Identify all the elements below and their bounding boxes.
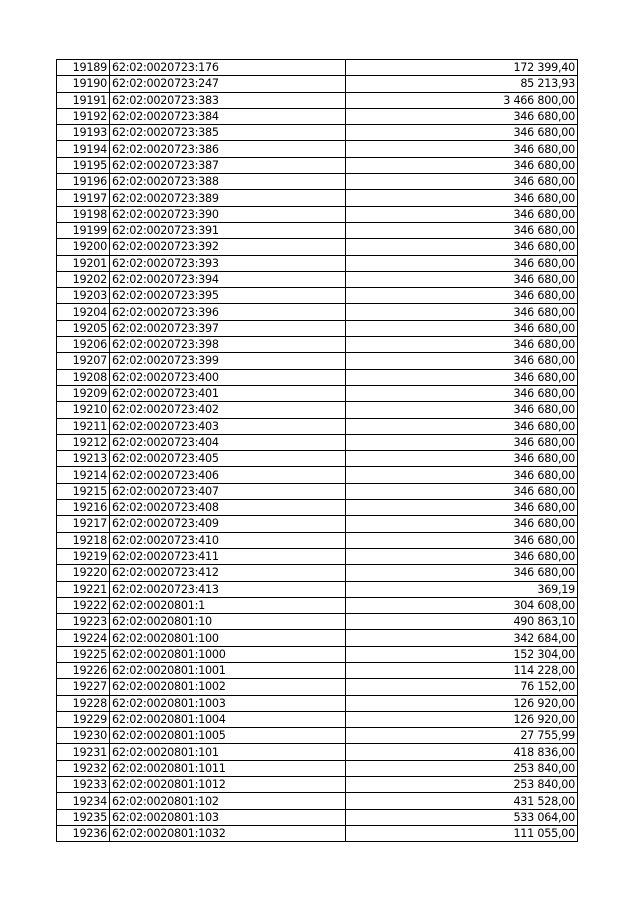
table-row <box>57 646 578 662</box>
cadastral-value-cell: 346 680,00 <box>346 385 578 401</box>
row-number-cell: 19194 <box>57 141 110 157</box>
cadastral-number-cell: 62:02:0020723:388 <box>110 174 346 190</box>
table-row <box>57 581 578 597</box>
cadastral-number-cell: 62:02:0020723:389 <box>110 190 346 206</box>
cadastral-value-cell: 346 680,00 <box>346 239 578 255</box>
cadastral-number-cell: 62:02:0020801:1000 <box>110 646 346 662</box>
cadastral-number-cell: 62:02:0020801:102 <box>110 793 346 809</box>
table-row <box>57 320 578 336</box>
table-row <box>57 60 578 76</box>
cadastral-number-cell: 62:02:0020723:411 <box>110 548 346 564</box>
row-number-cell: 19233 <box>57 777 110 793</box>
cadastral-number-cell: 62:02:0020723:398 <box>110 337 346 353</box>
cadastral-value-cell: 346 680,00 <box>346 206 578 222</box>
cadastral-number-cell: 62:02:0020801:10 <box>110 614 346 630</box>
cadastral-number-cell: 62:02:0020723:395 <box>110 288 346 304</box>
cadastral-number-cell: 62:02:0020723:392 <box>110 239 346 255</box>
cadastral-value-cell: 346 680,00 <box>346 320 578 336</box>
table-row <box>57 174 578 190</box>
cadastral-number-cell: 62:02:0020723:400 <box>110 369 346 385</box>
table-row <box>57 809 578 825</box>
cadastral-value-cell: 126 920,00 <box>346 711 578 727</box>
table-row <box>57 467 578 483</box>
cadastral-value-cell: 431 528,00 <box>346 793 578 809</box>
cadastral-value-cell: 346 680,00 <box>346 500 578 516</box>
table-row <box>57 744 578 760</box>
cadastral-value-cell: 253 840,00 <box>346 760 578 776</box>
cadastral-value-cell: 346 680,00 <box>346 190 578 206</box>
cadastral-value-cell: 111 055,00 <box>346 825 578 841</box>
cadastral-number-cell: 62:02:0020801:1004 <box>110 711 346 727</box>
cadastral-number-cell: 62:02:0020801:100 <box>110 630 346 646</box>
cadastral-value-cell: 342 684,00 <box>346 630 578 646</box>
cadastral-value-cell: 346 680,00 <box>346 565 578 581</box>
cadastral-value-cell: 346 680,00 <box>346 125 578 141</box>
row-number-cell: 19225 <box>57 646 110 662</box>
row-number-cell: 19226 <box>57 662 110 678</box>
cadastral-number-cell: 62:02:0020723:397 <box>110 320 346 336</box>
cadastral-value-cell: 114 228,00 <box>346 662 578 678</box>
row-number-cell: 19234 <box>57 793 110 809</box>
table-row <box>57 76 578 92</box>
table-row <box>57 222 578 238</box>
row-number-cell: 19197 <box>57 190 110 206</box>
row-number-cell: 19232 <box>57 760 110 776</box>
cadastral-value-cell: 346 680,00 <box>346 353 578 369</box>
cadastral-number-cell: 62:02:0020723:412 <box>110 565 346 581</box>
cadastral-number-cell: 62:02:0020801:1001 <box>110 662 346 678</box>
row-number-cell: 19235 <box>57 809 110 825</box>
cadastral-value-cell: 346 680,00 <box>346 548 578 564</box>
row-number-cell: 19221 <box>57 581 110 597</box>
row-number-cell: 19192 <box>57 108 110 124</box>
cadastral-number-cell: 62:02:0020801:1032 <box>110 825 346 841</box>
cadastral-value-cell: 346 680,00 <box>346 516 578 532</box>
cadastral-number-cell: 62:02:0020723:403 <box>110 418 346 434</box>
cadastral-value-cell: 490 863,10 <box>346 614 578 630</box>
cadastral-number-cell: 62:02:0020723:390 <box>110 206 346 222</box>
row-number-cell: 19205 <box>57 320 110 336</box>
cadastral-number-cell: 62:02:0020723:386 <box>110 141 346 157</box>
cadastral-value-cell: 27 755,99 <box>346 728 578 744</box>
table-row <box>57 793 578 809</box>
row-number-cell: 19190 <box>57 76 110 92</box>
row-number-cell: 19206 <box>57 337 110 353</box>
cadastral-value-cell: 253 840,00 <box>346 777 578 793</box>
table-row <box>57 369 578 385</box>
table-row <box>57 516 578 532</box>
table-row <box>57 695 578 711</box>
cadastral-value-cell: 346 680,00 <box>346 402 578 418</box>
row-number-cell: 19191 <box>57 92 110 108</box>
cadastral-number-cell: 62:02:0020723:176 <box>110 60 346 76</box>
row-number-cell: 19209 <box>57 385 110 401</box>
table-row <box>57 337 578 353</box>
cadastral-number-cell: 62:02:0020801:1005 <box>110 728 346 744</box>
cadastral-number-cell: 62:02:0020723:405 <box>110 451 346 467</box>
table-row <box>57 92 578 108</box>
table-row <box>57 777 578 793</box>
row-number-cell: 19231 <box>57 744 110 760</box>
table-row <box>57 711 578 727</box>
cadastral-number-cell: 62:02:0020723:408 <box>110 500 346 516</box>
cadastral-number-cell: 62:02:0020723:385 <box>110 125 346 141</box>
row-number-cell: 19193 <box>57 125 110 141</box>
cadastral-value-cell: 346 680,00 <box>346 255 578 271</box>
cadastral-value-cell: 172 399,40 <box>346 60 578 76</box>
cadastral-number-cell: 62:02:0020801:1002 <box>110 679 346 695</box>
cadastral-number-cell: 62:02:0020801:1011 <box>110 760 346 776</box>
table-row <box>57 760 578 776</box>
table-row <box>57 451 578 467</box>
cadastral-number-cell: 62:02:0020723:399 <box>110 353 346 369</box>
table-row <box>57 614 578 630</box>
row-number-cell: 19228 <box>57 695 110 711</box>
cadastral-value-cell: 346 680,00 <box>346 271 578 287</box>
row-number-cell: 19215 <box>57 483 110 499</box>
cadastral-value-cell: 346 680,00 <box>346 483 578 499</box>
cadastral-value-cell: 346 680,00 <box>346 222 578 238</box>
table-row <box>57 597 578 613</box>
cadastral-value-cell: 346 680,00 <box>346 532 578 548</box>
cadastral-value-cell: 346 680,00 <box>346 174 578 190</box>
cadastral-number-cell: 62:02:0020723:396 <box>110 304 346 320</box>
cadastral-number-cell: 62:02:0020801:1 <box>110 597 346 613</box>
row-number-cell: 19203 <box>57 288 110 304</box>
cadastral-number-cell: 62:02:0020723:404 <box>110 434 346 450</box>
row-number-cell: 19218 <box>57 532 110 548</box>
cadastral-number-cell: 62:02:0020801:101 <box>110 744 346 760</box>
row-number-cell: 19201 <box>57 255 110 271</box>
row-number-cell: 19227 <box>57 679 110 695</box>
cadastral-number-cell: 62:02:0020723:384 <box>110 108 346 124</box>
cadastral-number-cell: 62:02:0020801:1003 <box>110 695 346 711</box>
row-number-cell: 19200 <box>57 239 110 255</box>
table-row <box>57 548 578 564</box>
row-number-cell: 19204 <box>57 304 110 320</box>
row-number-cell: 19222 <box>57 597 110 613</box>
cadastral-number-cell: 62:02:0020801:103 <box>110 809 346 825</box>
cadastral-value-table <box>56 59 578 842</box>
table-row <box>57 385 578 401</box>
row-number-cell: 19207 <box>57 353 110 369</box>
table-row <box>57 108 578 124</box>
table-row <box>57 402 578 418</box>
table-row <box>57 353 578 369</box>
cadastral-value-cell: 346 680,00 <box>346 467 578 483</box>
row-number-cell: 19223 <box>57 614 110 630</box>
cadastral-number-cell: 62:02:0020723:406 <box>110 467 346 483</box>
table-row <box>57 825 578 841</box>
table-row <box>57 125 578 141</box>
table-row <box>57 630 578 646</box>
cadastral-value-cell: 346 680,00 <box>346 418 578 434</box>
table-row <box>57 271 578 287</box>
cadastral-number-cell: 62:02:0020723:409 <box>110 516 346 532</box>
table-row <box>57 304 578 320</box>
table-row <box>57 500 578 516</box>
row-number-cell: 19220 <box>57 565 110 581</box>
table-row <box>57 679 578 695</box>
cadastral-value-cell: 346 680,00 <box>346 369 578 385</box>
row-number-cell: 19236 <box>57 825 110 841</box>
table-body <box>57 60 578 842</box>
cadastral-number-cell: 62:02:0020801:1012 <box>110 777 346 793</box>
table-row <box>57 418 578 434</box>
row-number-cell: 19208 <box>57 369 110 385</box>
cadastral-value-cell: 85 213,93 <box>346 76 578 92</box>
row-number-cell: 19217 <box>57 516 110 532</box>
row-number-cell: 19229 <box>57 711 110 727</box>
row-number-cell: 19214 <box>57 467 110 483</box>
cadastral-number-cell: 62:02:0020723:402 <box>110 402 346 418</box>
cadastral-number-cell: 62:02:0020723:394 <box>110 271 346 287</box>
row-number-cell: 19230 <box>57 728 110 744</box>
table-row <box>57 288 578 304</box>
cadastral-number-cell: 62:02:0020723:401 <box>110 385 346 401</box>
row-number-cell: 19202 <box>57 271 110 287</box>
table-row <box>57 190 578 206</box>
cadastral-number-cell: 62:02:0020723:407 <box>110 483 346 499</box>
cadastral-number-cell: 62:02:0020723:391 <box>110 222 346 238</box>
cadastral-number-cell: 62:02:0020723:387 <box>110 157 346 173</box>
cadastral-value-cell: 304 608,00 <box>346 597 578 613</box>
cadastral-value-cell: 369,19 <box>346 581 578 597</box>
cadastral-value-cell: 346 680,00 <box>346 141 578 157</box>
table-row <box>57 565 578 581</box>
cadastral-value-cell: 346 680,00 <box>346 304 578 320</box>
table-row <box>57 157 578 173</box>
cadastral-number-cell: 62:02:0020723:410 <box>110 532 346 548</box>
row-number-cell: 19211 <box>57 418 110 434</box>
row-number-cell: 19224 <box>57 630 110 646</box>
cadastral-value-cell: 346 680,00 <box>346 108 578 124</box>
cadastral-value-cell: 152 304,00 <box>346 646 578 662</box>
cadastral-number-cell: 62:02:0020723:393 <box>110 255 346 271</box>
table-row <box>57 141 578 157</box>
cadastral-value-cell: 533 064,00 <box>346 809 578 825</box>
cadastral-value-cell: 76 152,00 <box>346 679 578 695</box>
row-number-cell: 19198 <box>57 206 110 222</box>
cadastral-value-cell: 346 680,00 <box>346 288 578 304</box>
table-row <box>57 239 578 255</box>
row-number-cell: 19189 <box>57 60 110 76</box>
cadastral-number-cell: 62:02:0020723:413 <box>110 581 346 597</box>
table-row <box>57 728 578 744</box>
row-number-cell: 19196 <box>57 174 110 190</box>
table-row <box>57 662 578 678</box>
cadastral-value-cell: 346 680,00 <box>346 157 578 173</box>
cadastral-value-cell: 346 680,00 <box>346 337 578 353</box>
cadastral-value-cell: 346 680,00 <box>346 434 578 450</box>
cadastral-number-cell: 62:02:0020723:383 <box>110 92 346 108</box>
cadastral-value-cell: 346 680,00 <box>346 451 578 467</box>
row-number-cell: 19212 <box>57 434 110 450</box>
cadastral-value-cell: 418 836,00 <box>346 744 578 760</box>
table-row <box>57 206 578 222</box>
row-number-cell: 19213 <box>57 451 110 467</box>
row-number-cell: 19210 <box>57 402 110 418</box>
row-number-cell: 19219 <box>57 548 110 564</box>
row-number-cell: 19195 <box>57 157 110 173</box>
table-row <box>57 483 578 499</box>
table-row <box>57 532 578 548</box>
table-row <box>57 255 578 271</box>
cadastral-number-cell: 62:02:0020723:247 <box>110 76 346 92</box>
table-row <box>57 434 578 450</box>
row-number-cell: 19199 <box>57 222 110 238</box>
row-number-cell: 19216 <box>57 500 110 516</box>
cadastral-value-cell: 126 920,00 <box>346 695 578 711</box>
cadastral-value-cell: 3 466 800,00 <box>346 92 578 108</box>
